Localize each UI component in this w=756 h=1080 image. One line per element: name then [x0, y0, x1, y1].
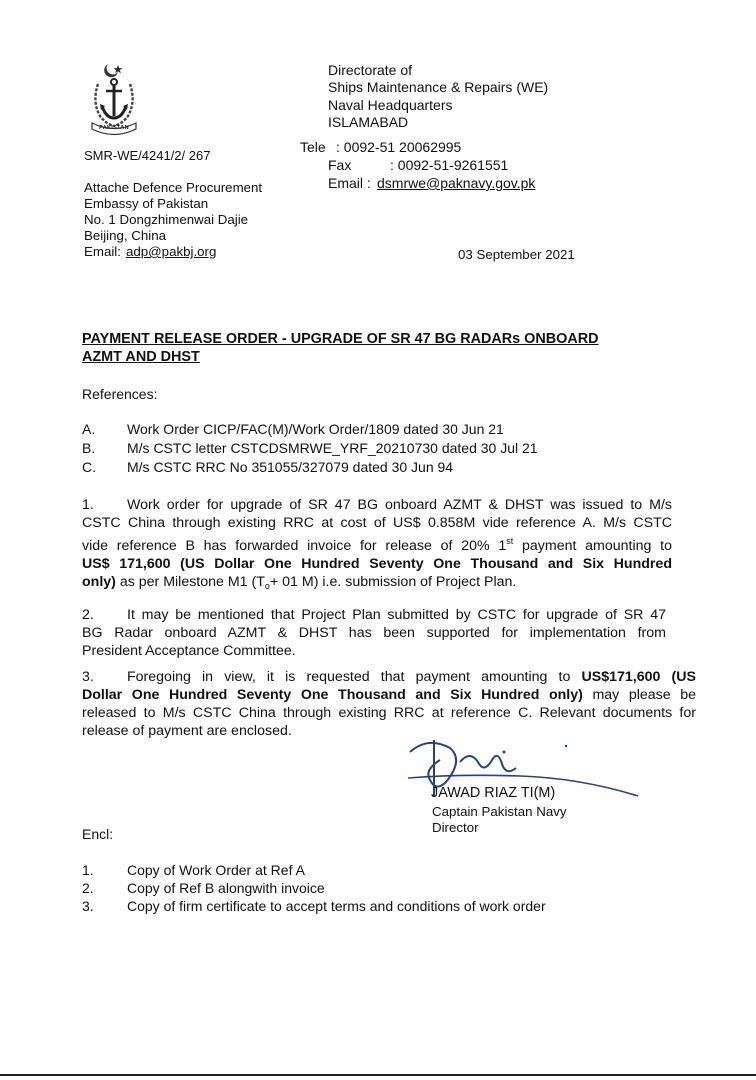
reference-a-text: Work Order CICP/FAC(M)/Work Order/1809 dated 30 Jun 21 [127, 421, 504, 437]
signatory-title: Director [432, 820, 479, 835]
recipient-line-1: Attache Defence Procurement [84, 180, 263, 195]
sender-email-link[interactable]: dsmrwe@paknavy.gov.pk [377, 175, 536, 191]
reference-c-letter: C. [82, 459, 96, 475]
paragraph-1-number: 1. [82, 497, 94, 513]
page-bottom-edge [0, 1074, 756, 1076]
reference-b-text: M/s CSTC letter CSTCDSMRWE_YRF_20210730 dated 30 Jul 21 [127, 440, 538, 456]
signatory-name: JAWAD RIAZ TI(M) [431, 785, 556, 801]
sender-line-4: ISLAMABAD [328, 114, 409, 130]
crest-ribbon-text: PAKISTAN [99, 125, 129, 131]
paragraph-2: 2. It may be mentioned that Project Plan submitted by CSTC for upgrade of SR 47 BG Radar onboard AZMT & DHST has been supported for implementation from President Acceptance Committee. [82, 607, 666, 659]
paragraph-3-number: 3. [82, 669, 94, 685]
enclosure-3-number: 3. [82, 898, 94, 914]
references-heading: References: [82, 386, 158, 402]
pakistan-navy-crest [86, 60, 142, 136]
recipient-line-4: Beijing, China [84, 228, 167, 243]
subject-line-2: AZMT AND DHST [82, 349, 200, 365]
paragraph-2-number: 2. [82, 607, 94, 623]
subject-line-1: PAYMENT RELEASE ORDER - UPGRADE OF SR 47 BG RADARs ONBOARD [82, 331, 599, 347]
enclosure-2-number: 2. [82, 880, 94, 896]
paragraph-1: 1. Work order for upgrade of SR 47 BG onboard AZMT & DHST was issued to M/s CSTC China through existing RRC at cost of US$ 0.858M vide reference A. M/s CSTC vide reference B has forwarded invoice for release of 20% 1st payment amounting to US$ 171,600 (US Dollar One Hundred Seventy One Thousand and Six Hundred only) as per Milestone M1 ($T_o+ 01$ M) i.e. submission of Project Plan. [82, 497, 672, 591]
sender-line-1: Directorate of [328, 62, 413, 78]
signatory-rank: Captain Pakistan Navy [432, 804, 567, 819]
reference-a-letter: A. [82, 421, 96, 437]
reference-c-text: M/s CSTC RRC No 351055/327079 dated 30 Jun 94 [127, 459, 454, 475]
paragraph-3: 3. Foregoing in view, it is requested that payment amounting to US$171,600 (US Dollar One Hundred Seventy One Thousand and Six Hundred only) may please be released to M/s CSTC China through existing RRC at reference C. Relevant documents for release of payment are enclosed. [82, 669, 696, 739]
recipient-email-label: Email: [84, 244, 121, 259]
recipient-line-3: No. 1 Dongzhimenwai Dajie [84, 212, 249, 227]
sender-line-3: Naval Headquarters [328, 97, 453, 113]
letter-date: 03 September 2021 [458, 247, 575, 262]
fax-label: Fax [328, 157, 352, 173]
tele-label: Tele [300, 139, 326, 155]
sender-line-2: Ships Maintenance & Repairs (WE) [328, 79, 549, 95]
recipient-email-link[interactable]: adp@pakbj.org [126, 244, 217, 259]
reference-b-letter: B. [82, 440, 96, 456]
enclosure-1-number: 1. [82, 862, 94, 878]
enclosure-2-text: Copy of Ref B alongwith invoice [127, 880, 325, 896]
tele-number: : 0092-51 20062995 [336, 139, 462, 155]
enclosures-heading: Encl: [82, 826, 114, 842]
recipient-line-2: Embassy of Pakistan [84, 196, 209, 211]
fax-number: : 0092-51-9261551 [390, 157, 509, 173]
enclosure-3-text: Copy of firm certificate to accept terms and conditions of work order [127, 898, 546, 914]
sender-email-label: Email : [328, 175, 371, 191]
enclosure-1-text: Copy of Work Order at Ref A [127, 862, 305, 878]
reference-number: SMR-WE/4241/2/ 267 [84, 148, 211, 163]
